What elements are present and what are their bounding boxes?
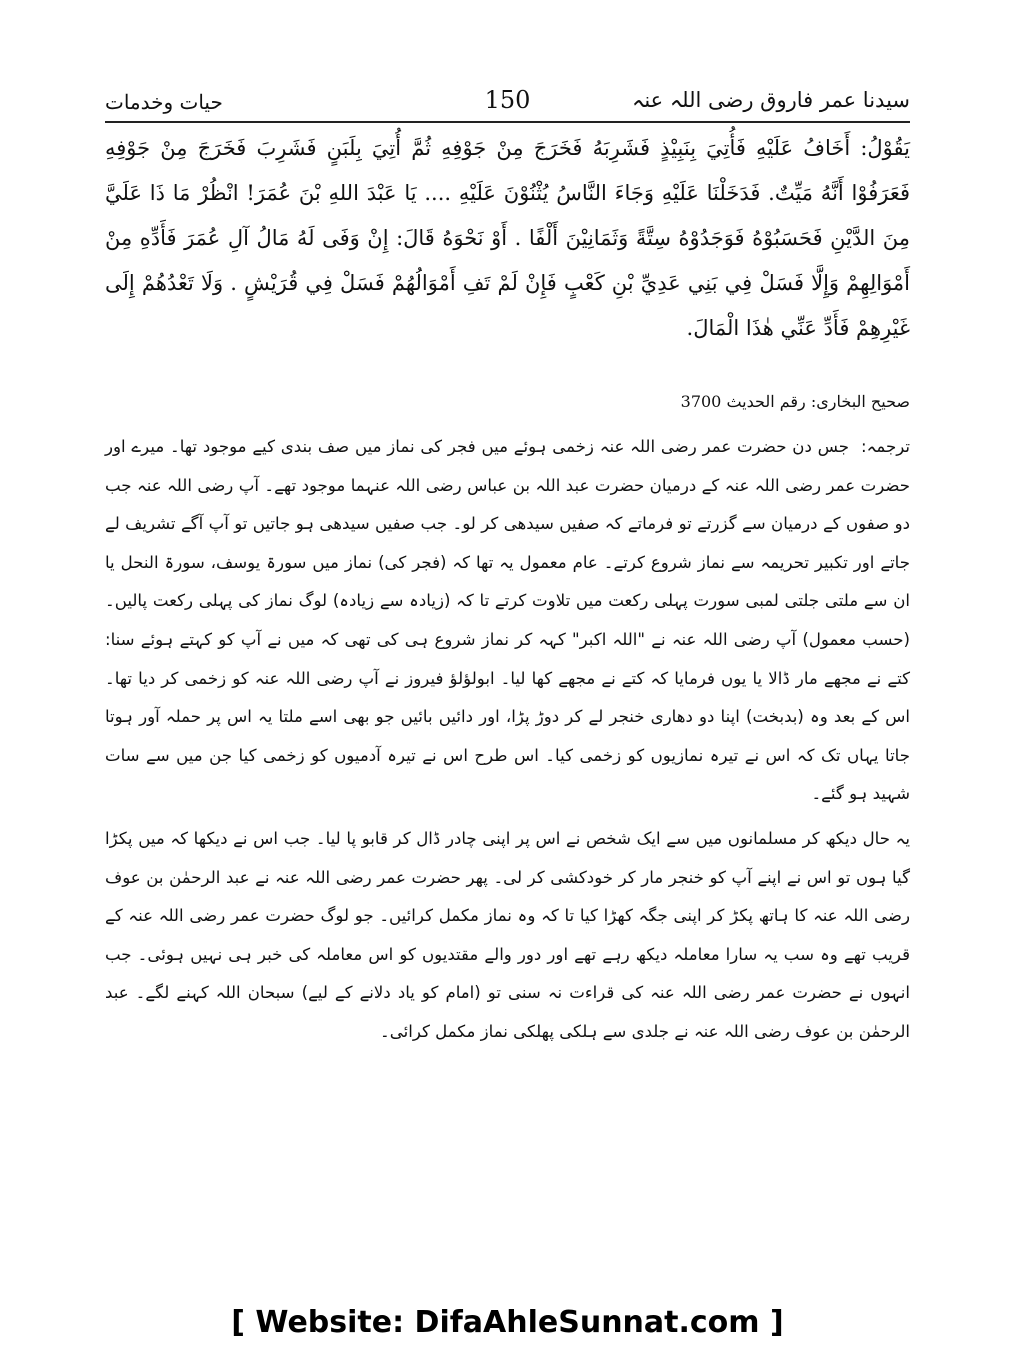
page-header (105, 82, 910, 122)
arabic-hadith-text: يَقُوْلُ: أَخَافُ عَلَيْهِ فَأُتِيَ بِنَبِيْذٍ فَشَرِبَهُ فَخَرَجَ مِنْ جَوْفِهِ ثُمَّ أُتِيَ بِلَبَنٍ فَشَرِبَ فَخَرَجَ مِنْ جَوْفِهِ فَعَرَفُوْا أَنَّهُ مَيِّتٌ. فَدَخَلْنَا عَلَيْهِ وَجَاءَ النَّاسُ يُثْنُوْنَ عَلَيْهِ .... يَا عَبْدَ اللهِ بْنَ عُمَرَ! انْظُرْ مَا ذَا عَلَيَّ مِنَ الدَّيْنِ فَحَسَبُوْهُ فَوَجَدُوْهُ سِتَّةً وَثَمَانِيْنَ أَلْفًا . أَوْ نَحْوَهُ قَالَ: إِنْ وَفَى لَهُ مَالُ آلِ عُمَرَ فَأَدِّهِ مِنْ أَمْوَالِهِمْ وَإِلَّا فَسَلْ فِي بَنِي عَدِيِّ بْنِ كَعْبٍ فَإِنْ لَمْ تَفِ أَمْوَالُهُمْ فَسَلْ فِي قُرَيْشٍ . وَلَا تَعْدُهُمْ إِلَى غَيْرِهِمْ فَأَدِّ عَنِّي هٰذَا الْمَالَ. (105, 136, 910, 340)
chapter-title: حیات وخدمات (105, 90, 223, 114)
header-rule (105, 121, 910, 123)
translation-paragraph-2: یہ حال دیکھ کر مسلمانوں میں سے ایک شخص نے اس پر اپنی چادر ڈال کر قابو پا لیا۔ جب اس نے دیکھا کہ میں پکڑا گیا ہوں تو اس نے اپنے آپ کو خنجر مار کر خودکشی کر لی۔ پھر حضرت عمر رضی اللہ عنہ نے عبد الرحمٰن بن عوف رضی اللہ عنہ کا ہاتھ پکڑ کر اپنی جگہ کھڑا کیا تا کہ وہ نماز مکمل کرائیں۔ جو لوگ حضرت عمر رضی اللہ عنہ کے قریب تھے وہ سب یہ سارا معاملہ دیکھ رہے تھے اور دور والے مقتدیوں کو اس معاملہ کی خبر ہی نہیں ہوئی۔ جب انہوں نے حضرت عمر رضی اللہ عنہ کی قراءت نہ سنی تو (امام کو یاد دلانے کے لیے) سبحان اللہ کہنے لگے۔ عبد الرحمٰن بن عوف رضی اللہ عنہ نے جلدی سے ہلکی پھلکی نماز مکمل کرائی۔ (105, 828, 910, 1041)
book-title: سیدنا عمر فاروق رضی اللہ عنہ (632, 88, 910, 112)
page-number: 150 (484, 86, 531, 114)
translation-paragraph (105, 428, 910, 814)
urdu-translation (105, 428, 910, 1052)
website-footer: [ Website: DifaAhleSunnat.com ] (231, 1305, 784, 1340)
translation-paragraph-1-text: جس دن حضرت عمر رضی اللہ عنہ زخمی ہوئے میں فجر کی نماز میں صف بندی کیے موجود تھا۔ میرے اور حضرت عمر رضی اللہ عنہ کے درمیان حضرت عبد اللہ بن عباس رضی اللہ عنہما موجود تھے۔ آپ رضی اللہ عنہ جب دو صفوں کے درمیان سے گزرتے تو فرماتے کہ صفیں سیدھی کر لو۔ جب صفیں سیدھی ہو جاتیں تو آپ آگے تشریف لے جاتے اور تکبیر تحریمہ سے نماز شروع کرتے۔ عام معمول یہ تھا کہ (فجر کی) نماز میں سورۃ یوسف، سورۃ النحل یا ان سے ملتی جلتی لمبی سورت پہلی رکعت میں تلاوت کرتے تا کہ (زیادہ سے زیادہ) لوگ نماز کی پہلی رکعت پالیں۔ (حسب معمول) آپ رضی اللہ عنہ نے "اللہ اکبر" کہہ کر نماز شروع ہی کی تھی کہ میں نے آپ کو کہتے ہوئے سنا: کتے نے مجھے مار ڈالا یا یوں فرمایا کہ کتے نے مجھے کھا لیا۔ ابولؤلؤ فیروز نے آپ رضی اللہ عنہ کو زخمی کر دیا تھا۔ اس کے بعد وہ (بدبخت) اپنا دو دھاری خنجر لے کر دوڑ پڑا، اور دائیں بائیں جو بھی اسے ملتا یہ اس پر حملہ آور ہوتا جاتا یہاں تک کہ اس نے تیرہ نمازیوں کو زخمی کیا۔ اس طرح اس نے تیرہ آدمیوں کو زخمی کیا جن میں سے سات شہید ہو گئے۔ (105, 437, 910, 804)
hadith-reference: صحیح البخاری: رقم الحدیث 3700 (680, 392, 910, 411)
translation-label: ترجمہ: (861, 437, 910, 456)
